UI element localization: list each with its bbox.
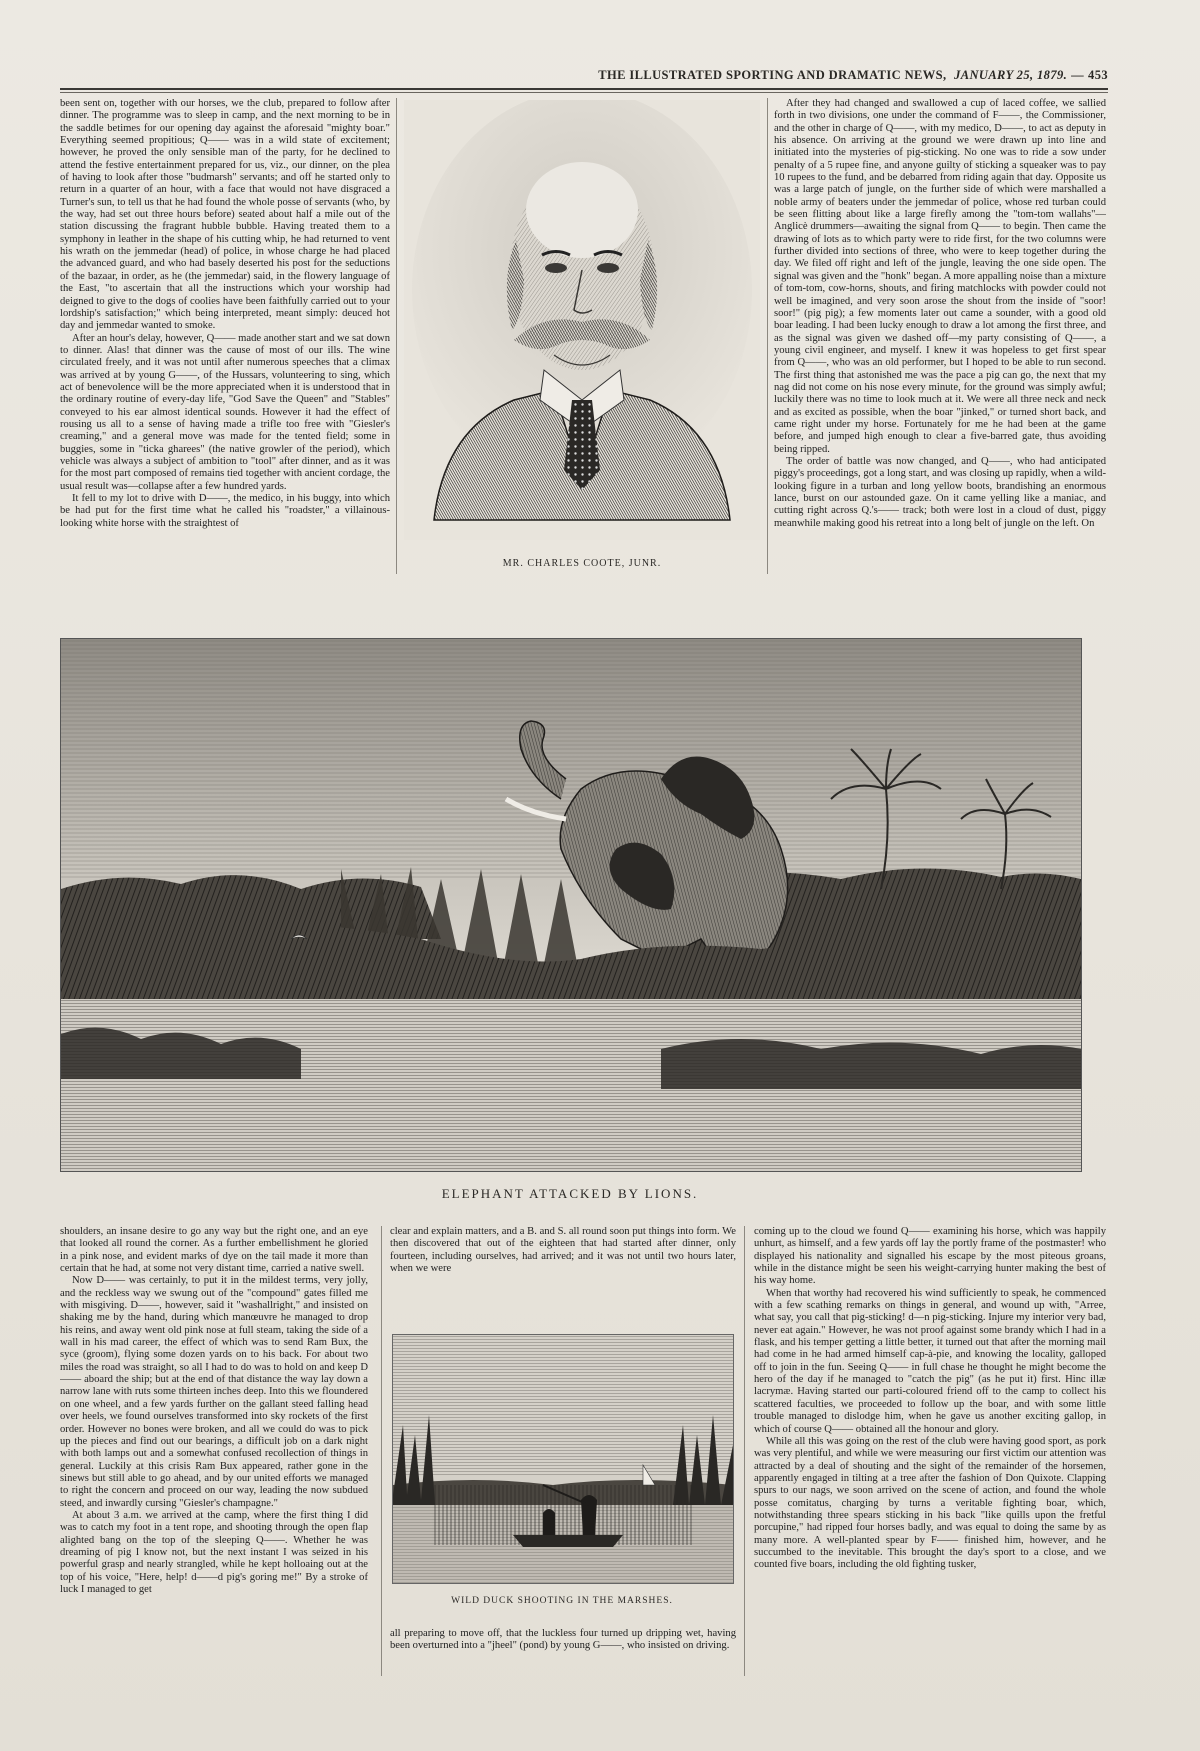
paragraph: At about 3 a.m. we arrived at the camp, where the first thing I did was to catch my foot in a tent rope, and shooting through the open flap alighted bang on the top of the sleeping Q——. Whether he was dreaming of pig I know not, but the next instant I was seized in his powerful grasp and nearly strangled, while he kept holloaing out at the top of his voice, "Here, help! d——d pig's goring me!" By a stroke of luck I managed to get <box>60 1509 368 1595</box>
masthead: THE ILLUSTRATED SPORTING AND DRAMATIC NEWS, JANUARY 25, 1879. — 453 <box>598 68 1108 82</box>
page-number: 453 <box>1088 68 1108 82</box>
column-divider <box>396 98 397 574</box>
column-divider <box>767 98 768 574</box>
duck-shooting-illustration <box>392 1334 734 1584</box>
paragraph: shoulders, an insane desire to go any way but the right one, and an eye that looked all round the corner. As a further embellishment he gloried in a pink nose, and evident marks of dye on the tail made it more than certain that he had, at some not very distant time, carried a native swell. <box>60 1226 368 1275</box>
issue-date: JANUARY 25, 1879. <box>954 68 1068 82</box>
paragraph: clear and explain matters, and a B. and S. all round soon put things into form. We then discovered that out of the eighteen that had started after dinner, only fourteen, including ourselves, had arrived; and it was not until two hours later, when we were <box>390 1226 736 1275</box>
portrait-illustration <box>404 100 760 540</box>
paragraph: The order of battle was now changed, and Q——, who had anticipated piggy's proceedings, got a long start, and was closing up rapidly, when a wild-looking figure in a turban and long yellow boots, brandishing an enormous lance, burst on our astounded gaze. On it came yelling like a maniac, and cutting right across Q.'s—— track; both were lost in a cloud of dust, piggy meanwhile making good his retreat into a long belt of jungle on the left. On <box>774 455 1106 529</box>
duck-caption: WILD DUCK SHOOTING IN THE MARSHES. <box>451 1596 673 1606</box>
paragraph: Now D—— was certainly, to put it in the mildest terms, very jolly, and the reckless way we swung out of the "compound" gates filled me with misgiving. D——, however, said it "washallright," and insisted on shaking me by the hand, during which manœuvre he managed to drop his reins, and away went old pink nose at full steam, taking the side of a wall in his mad career, the effect of which was to send Ram Bux, the syce (groom), flying some dozen yards on to his back. For about two miles the road was straight, so all I had to do was to hold on and keep D—— aboard the ship; but at the end of that distance the way lay down a narrow lane with ruts some thirteen inches deep. Into this we floundered on one wheel, and a few yards further on the gallant steed falling head over heels, we found ourselves transformed into sky rockets of the first order. However no bones were broken, and all we could do was to pick up the pieces and find out our bearings, a difficult job on a dark night with both lamps out and a somewhat confused recollection of things in general. Luckily at this crisis Ram Bux appeared, rather gone in the sinews but still able to go ahead, and by our united efforts we managed to right the concern and proceed on our way, leading the now subdued steed, and inwardly cursing "Giesler's champagne." <box>60 1275 368 1509</box>
paragraph: After they had changed and swallowed a cup of laced coffee, we sallied forth in two divisions, one under the command of F——, the Commissioner, and the other in charge of Q——, with my medico, D——, to act as deputy in his absence. On arriving at the ground we were drawn up into line and initiated into the mysteries of pig-sticking. No one was to ride a sow under penalty of a 5 rupee fine, and anyone guilty of sticking a squeaker was to pay 10 rupees to the fund, and be debarred from riding again that day. Opposite us was a large patch of jungle, on the further side of which were marshalled a noble army of beaters under the jemmedar of police, whose red turban could be seen flitting about like a large firefly among the "tom-tom wallahs"—Anglicè drummers—awaiting the signal from Q—— to begin. Then came the drawing of lots as to which party were to ride first, for the two columns were further divided into sections of three, who were to keep together during the day. We filed off right and left of the jungle, leaving the one side open. The signal was given and the "honk" began. A more appalling noise than a mixture of tom-tom, cow-horns, shouts, and firing matchlocks with powder could not well be imagined, and very soon arose the shout from the inside of "soor! soor!" (pig pig); a few moments later out came a sounder, with a good old boar leading. I had been lucky enough to draw a lot among the first three, and as the signal was given we dashed off—my party consisting of Q——, a young civil engineer, and myself. I knew it was hopeless to get first spear from Q——, who was an old performer, but I hoped to be able to run second. The first thing that astonished me was the pace a pig can go, the next that my nag did not come on his nose every minute, for the ground was simply awful; luckily there was no time to look much at it. We were all three neck and neck and as excited as possible, when the boar "jinked," or turned short back, and came right under my horse. Fortunately for me he had been at the game before, and jumped high enough to clear a five-barred gate, thus avoiding being ripped. <box>774 98 1106 455</box>
paragraph: When that worthy had recovered his wind sufficiently to speak, he commenced with a few scathing remarks on things in general, and wound up with, "Arree, what say, you call that pig-sticking! d—n pig-sticking. Injure my interior very bad, never eat again." However, he was not proof against some brandy which I had in a flask, and his temper getting a little better, it turned out that after the morning mail had come in he had armed himself cap-à-pie, and knowing the locality, galloped off to join in the fun. Seeing Q—— in full chase he thought he might become the hero of the day if he managed to "catch the pig" (as he put it) first. Hinc illæ lacrymæ. Having started our parti-coloured friend off to the camp to collect his scattered faculties, we proceeded to follow up the boar, and with some little trouble managed to dislodge him, when he gave us another exciting gallop, in which of course Q—— obtained all the honour and glory. <box>754 1287 1106 1435</box>
column-top-right <box>774 98 1106 576</box>
elephant-illustration <box>60 638 1082 1172</box>
paragraph: coming up to the cloud we found Q—— examining his horse, which was happily unhurt, as himself, and a few yards off lay the portly frame of the postmaster! who displayed his nationality and signalled his escape by the most piteous groans, while in the distance might be seen his weight-carrying hunter making the best of his way home. <box>754 1226 1106 1287</box>
paragraph: After an hour's delay, however, Q—— made another start and we sat down to dinner. Alas! that dinner was the cause of most of our ills. The wine circulated freely, and it was not until after numerous speeches that a climax was arrived at by young G——, of the Hussars, volunteering to sing, which act of benevolence will be the more appreciated when it is understood that in the ordinary routine of every-day life, "God Save the Queen" and "Stables" conveyed to his ear almost identical sounds. However it had the effect of rousing us all to a sense of having made a trifle too free with "Giesler's creaming," and a general move was made for the tented field; some in buggies, some in "ticka gharees" (the native growler of the period), which vehicle was always a subject of ambition to "tool" after dinner, and as it was for the most part composed of remains tied together with ancient cordage, the usual result was—collapse after a few hundred yards. <box>60 332 390 492</box>
column-divider <box>744 1226 745 1676</box>
elephant-caption: ELEPHANT ATTACKED BY LIONS. <box>441 1186 699 1201</box>
portrait-engraving <box>404 100 760 540</box>
column-bottom-left <box>60 1226 368 1676</box>
paragraph: been sent on, together with our horses, we the club, prepared to follow after dinner. The programme was to sleep in camp, and the next morning to be in the saddle betimes for our opening day against the aforesaid "mighty boar." Everything seemed propitious; Q—— was in a wild state of excitement; however, he proved the only sensible man of the party, for he declined to attend the festive entertainment prepared for us, viz., our dinner, on the plea of having to look after those "budmarsh" servants; and off he started only to return in a quarter of an hour, with a face that would not have disgraced a Turner's sun, to tell us that he had found the whole posse of servants (who, by the way, had set out three hours before) seated about half a mile out of the station discussing the fragrant hubble bubble. Having treated them to a symphony in leather in the shape of his cutting whip, he had returned to vent his wrath on the jemmedar (head) of police, in whose charge he had placed the advanced guard, and who had basely deserted his post for the seductions of the bazaar, in order, as he (the jemmedar) said, in the flowery language of the East, "to ascertain that all the instructions which your worship had deigned to give to the dogs of coolies have been faithfully carried out to your lordship's satisfaction;" which being interpreted, meant simply: deuced hot day and jemmedar wanted to smoke. <box>60 98 390 332</box>
duck-shooting-engraving <box>393 1335 733 1583</box>
column-divider <box>381 1226 382 1676</box>
column-bottom-right <box>754 1226 1106 1676</box>
masthead-rule-thin <box>60 92 1108 93</box>
column-top-left <box>60 98 390 576</box>
column-bottom-middle-bottom <box>390 1628 736 1676</box>
paragraph: While all this was going on the rest of the club were having good sport, as pork was very plentiful, and while we were measuring our first victim our attention was attracted by a deal of shouting and the sight of the remainder of the horsemen, apparently engaged in tilting at a tree after the fashion of Don Quixote. Clapping spurs to our nags, we soon arrived on the scene of action, and found the whole posse comitatus, charging by turns a veritable fighting boar, which, notwithstanding three spears sticking in his back "like quills upon the fretful porcupine," had ripped four horses badly, and was equal to doing the same by as many more. A well-planted spear by F—— finished him, however, and he succumbed to the inevitable. This brought the day's sport to a close, and we counted five boars, including the old fighting tusker, <box>754 1435 1106 1571</box>
elephant-engraving <box>61 639 1081 1171</box>
portrait-caption: MR. CHARLES COOTE, JUNR. <box>502 558 662 569</box>
publication-title: THE ILLUSTRATED SPORTING AND DRAMATIC NEWS, <box>598 68 947 82</box>
masthead-rule <box>60 88 1108 90</box>
paragraph: all preparing to move off, that the luckless four turned up dripping wet, having been overturned into a "jheel" (pond) by young G——, who insisted on driving. <box>390 1628 736 1652</box>
paragraph: It fell to my lot to drive with D——, the medico, in his buggy, into which be had put for the first time what he called his "roadster," a villainous-looking white horse with the straightest of <box>60 493 390 529</box>
column-bottom-middle-top <box>390 1226 736 1290</box>
